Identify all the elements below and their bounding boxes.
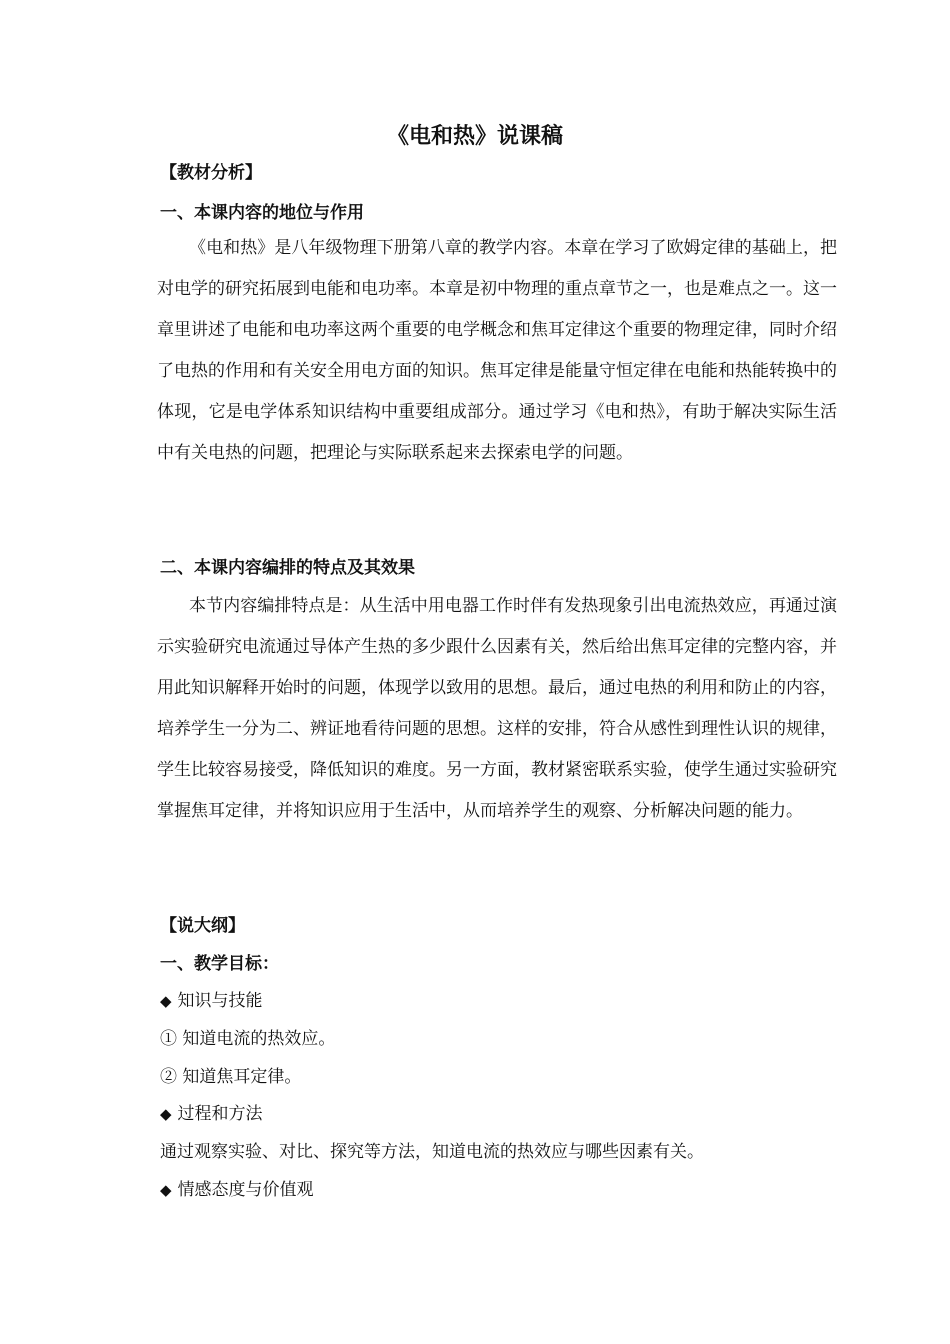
- goal-attitude-values: [160, 1177, 314, 1203]
- section-label-textbook-analysis: 【教材分析】: [160, 163, 262, 183]
- paragraph-text: 本节内容编排特点是：从生活中用电器工作时伴有发热现象引出电流热效应，再通过演示实验研究电流通过导体产生热的多少跟什么因素有关，然后给出焦耳定律的完整内容，并用此知识解释开始时的问题，体现学以致用的思想。最后，通过电热的利用和防止的内容，培养学生一分为二、辨证地看待问题的思想。这样的安排，符合从感性到理性认识的规律，学生比较容易接受，降低知识的难度。另一方面，教材紧密联系实验，使学生通过实验研究掌握焦耳定律，并将知识应用于生活中，从而培养学生的观察、分析解决问题的能力。: [157, 596, 837, 821]
- heading-arrangement-features: 二、本课内容编排的特点及其效果: [160, 558, 415, 578]
- goal-process-method-text: 通过观察实验、对比、探究等方法，知道电流的热效应与哪些因素有关。: [160, 1142, 704, 1162]
- heading-position-and-role: 一、本课内容的地位与作用: [160, 203, 364, 223]
- heading-teaching-goals: 一、教学目标：: [160, 954, 279, 974]
- goal-title: 情感态度与价值观: [177, 1180, 314, 1200]
- goal-title: 知识与技能: [177, 991, 263, 1011]
- paragraph-text: 《电和热》是八年级物理下册第八章的教学内容。本章在学习了欧姆定律的基础上，把对电学的研究拓展到电能和电功率。本章是初中物理的重点章节之一，也是难点之一。这一章里讲述了电能和电功率这两个重要的电学概念和焦耳定律这个重要的物理定律，同时介绍了电热的作用和有关安全用电方面的知识。焦耳定律是能量守恒定律在电能和热能转换中的体现，它是电学体系知识结构中重要组成部分。通过学习《电和热》，有助于解决实际生活中有关电热的问题，把理论与实际联系起来去探索电学的问题。: [157, 238, 837, 463]
- diamond-bullet-icon: ◆: [160, 1181, 172, 1199]
- section-label-syllabus: 【说大纲】: [160, 916, 245, 936]
- goal-process-method: [160, 1101, 263, 1127]
- diamond-bullet-icon: ◆: [160, 1105, 172, 1123]
- goal-title: 过程和方法: [177, 1104, 263, 1124]
- paragraph-position-and-role: [157, 228, 837, 474]
- document-title: 《电和热》说课稿: [386, 124, 563, 149]
- goal-item-joule-law: ② 知道焦耳定律。: [160, 1067, 302, 1087]
- paragraph-arrangement-features: [157, 586, 837, 832]
- diamond-bullet-icon: ◆: [160, 992, 172, 1010]
- goal-item-heat-effect: ① 知道电流的热效应。: [160, 1029, 336, 1049]
- goal-knowledge-skills: [160, 988, 263, 1014]
